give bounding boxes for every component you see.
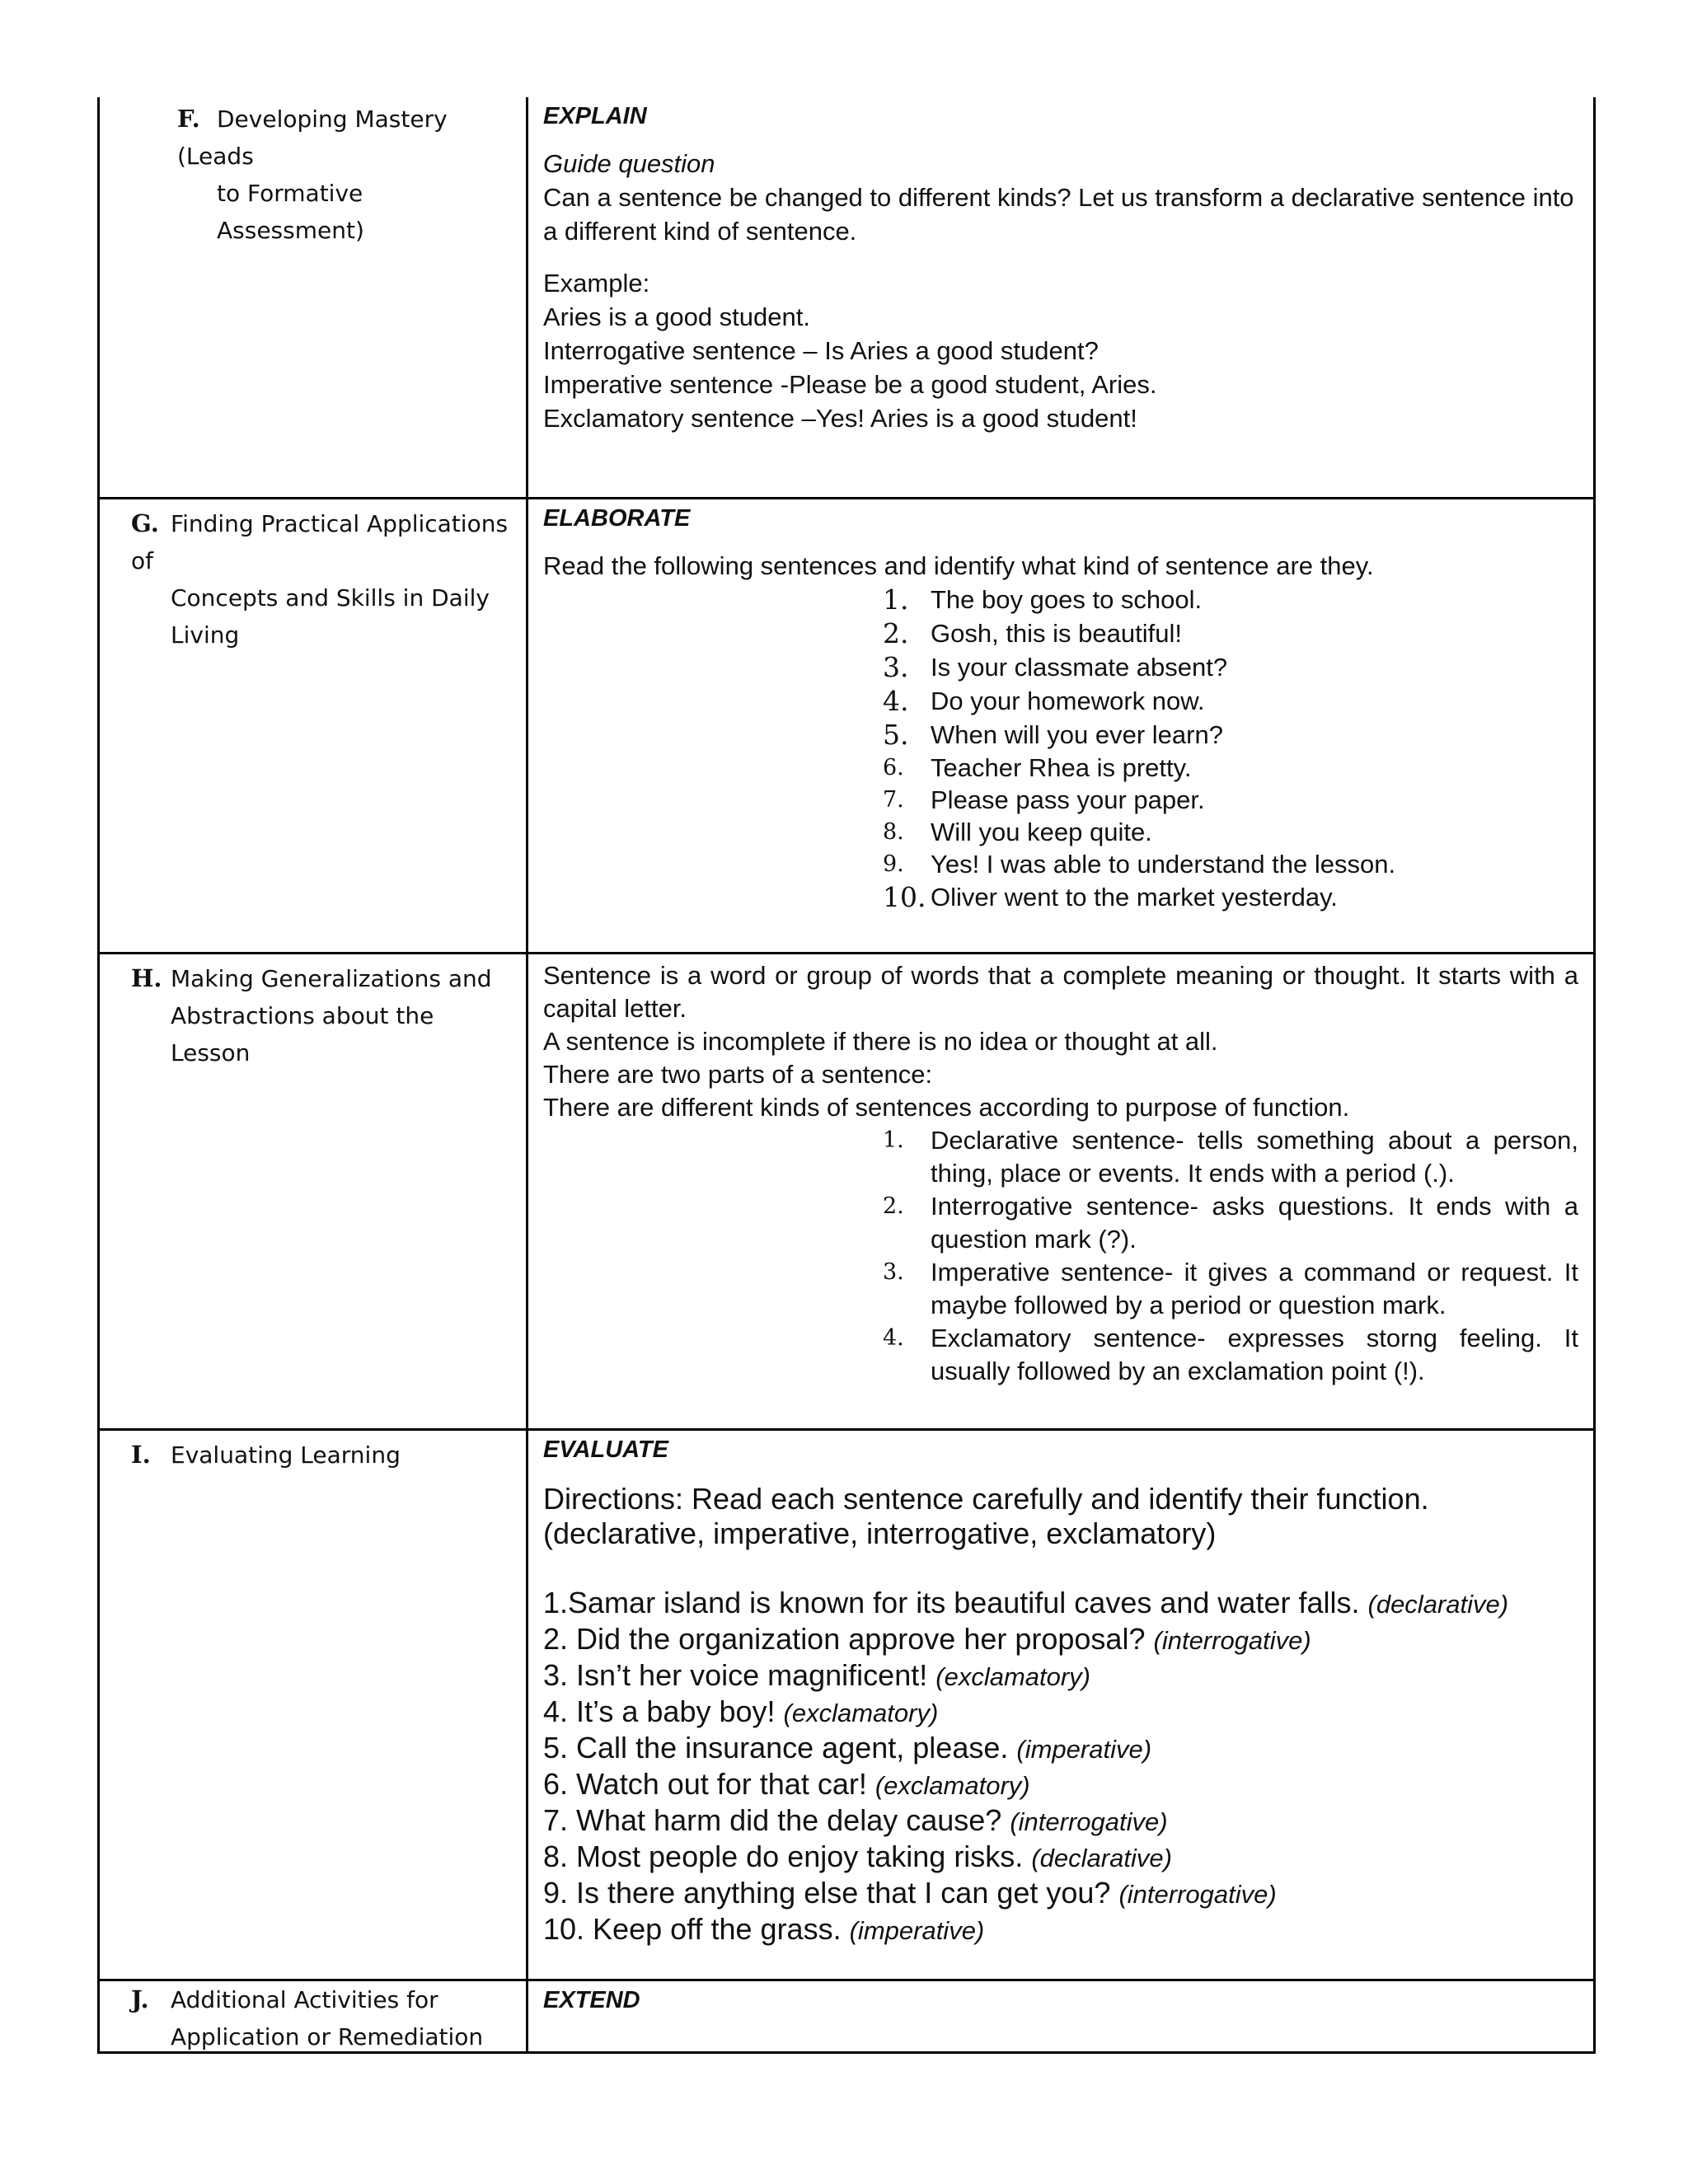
row-title-cont: to Formative Assessment) [217,180,364,244]
row-letter: H. [131,964,162,992]
list-item: 3. Is your classmate absent? [883,651,1228,683]
sentence-list-end [543,880,1578,914]
row-letter: G. [131,509,159,537]
example-line: Exclamatory sentence –Yes! Aries is a good student! [543,404,1137,433]
answer-label: (exclamatory) [935,1662,1091,1691]
list-item: 4. Do your homework now. [883,685,1205,717]
example-line: Aries is a good student. [543,302,810,331]
sentence-list [543,583,1578,752]
answer-label: (interrogative) [1153,1626,1311,1655]
row-letter: J. [131,1985,149,2013]
eval-item: 8. Most people do enjoy taking risks. (declarative) [543,1840,1172,1873]
eval-item: 4. It’s a baby boy! (exclamatory) [543,1694,939,1728]
answer-label: (interrogative) [1118,1880,1277,1909]
row-generalizations [100,952,1593,1428]
row-label-cell [100,97,528,497]
row-title-cont: Living [171,621,240,649]
example-line: Imperative sentence -Please be a good student, Aries. [543,370,1157,399]
row-content-cell [528,954,1593,1428]
answer-label: (imperative) [849,1916,985,1945]
instruction-text: Read the following sentences and identify what kind of sentence are they. [543,551,1374,580]
row-developing-mastery [100,97,1593,497]
row-additional-activities [100,1979,1593,2051]
row-title-cont: Concepts and Skills in Daily [171,584,490,612]
definition-text: Sentence is a word or group of words that a complete meaning or thought. It starts with a capital letter. [543,961,1578,1023]
row-label-cell [100,1431,528,1979]
example-label: Example: [543,269,650,298]
row-label-cell [100,1981,528,2051]
phase-label: EVALUATE [543,1436,668,1463]
phase-label: ELABORATE [543,505,691,532]
list-item: 5. When will you ever learn? [883,719,1223,751]
row-content-cell [528,1981,1593,2051]
list-item: 1. Declarative sentence- tells something about a person, thing, place or events. It ends with a period (.). [883,1126,1578,1188]
row-title: Evaluating Learning [171,1441,401,1469]
eval-item: 2. Did the organization approve her proposal? (interrogative) [543,1622,1311,1656]
row-title: Making Generalizations and [171,965,492,992]
answer-label: (declarative) [1031,1844,1172,1872]
eval-item: 6. Watch out for that car! (exclamatory) [543,1767,1030,1801]
kinds-intro: There are different kinds of sentences according to purpose of function. [543,1093,1350,1122]
answer-label: (exclamatory) [874,1771,1030,1800]
list-item: 3. Imperative sentence- it gives a command or request. It maybe followed by a period or question mark. [883,1258,1578,1319]
eval-item: 5. Call the insurance agent, please. (imperative) [543,1731,1152,1765]
eval-item: 9. Is there anything else that I can get you? (interrogative) [543,1876,1277,1910]
list-item: 10. Oliver went to the market yesterday. [883,881,1338,913]
row-evaluating-learning [100,1428,1593,1979]
phase-label: EXTEND [543,1987,640,2013]
answer-label: (imperative) [1016,1735,1152,1764]
row-title-cont: Application or Remediation [171,2023,484,2050]
guide-label: Guide question [543,149,715,178]
answer-label: (declarative) [1367,1590,1509,1619]
incomplete-text: A sentence is incomplete if there is no idea or thought at all. [543,1027,1218,1056]
sentence-list-cont [543,752,1578,880]
list-item: 2. Gosh, this is beautiful! [883,617,1182,649]
eval-item: 10. Keep off the grass. (imperative) [543,1912,985,1946]
lesson-plan-table [97,97,1596,2054]
row-content-cell [528,499,1593,952]
row-letter: I. [131,1441,151,1469]
eval-item: 3. Isn’t her voice magnificent! (exclamatory) [543,1658,1091,1692]
answer-label: (exclamatory) [783,1699,939,1727]
guide-text: Can a sentence be changed to different kinds? Let us transform a declarative sentence into a different kind of sentence. [543,183,1574,246]
list-item: 6. Teacher Rhea is pretty. [883,753,1192,782]
row-practical-applications [100,497,1593,952]
answer-label: (interrogative) [1010,1807,1168,1836]
row-title: Developing Mastery (Leads [177,105,448,170]
row-content-cell [528,97,1593,497]
row-label-cell [100,954,528,1428]
row-content-cell [528,1431,1593,1979]
parts-text: There are two parts of a sentence: [543,1060,933,1089]
kinds-list [543,1124,1578,1388]
list-item: 9. Yes! I was able to understand the lesson. [883,850,1396,879]
list-item: 1. The boy goes to school. [883,583,1203,616]
eval-item: 1.Samar island is known for its beautiful caves and water falls. (declarative) [543,1586,1509,1619]
eval-item: 7. What harm did the delay cause? (interrogative) [543,1803,1168,1837]
list-item: 2. Interrogative sentence- asks questions. It ends with a question mark (?). [883,1192,1578,1254]
list-item: 8. Will you keep quite. [883,818,1152,846]
row-title: Additional Activities for [171,1986,438,2013]
directions-text: Directions: Read each sentence carefully and identify their function. (declarative, imperative, interrogative, exclamatory) [543,1482,1429,1550]
row-letter: F. [177,105,200,133]
list-item: 4. Exclamatory sentence- expresses storng feeling. It usually followed by an exclamation point (!). [883,1324,1578,1385]
phase-label: EXPLAIN [543,103,647,129]
example-line: Interrogative sentence – Is Aries a good student? [543,336,1099,365]
row-label-cell [100,499,528,952]
row-title: Finding Practical Applications of [131,510,509,574]
row-title-cont: Abstractions about the Lesson [171,1002,434,1066]
list-item: 7. Please pass your paper. [883,785,1205,814]
